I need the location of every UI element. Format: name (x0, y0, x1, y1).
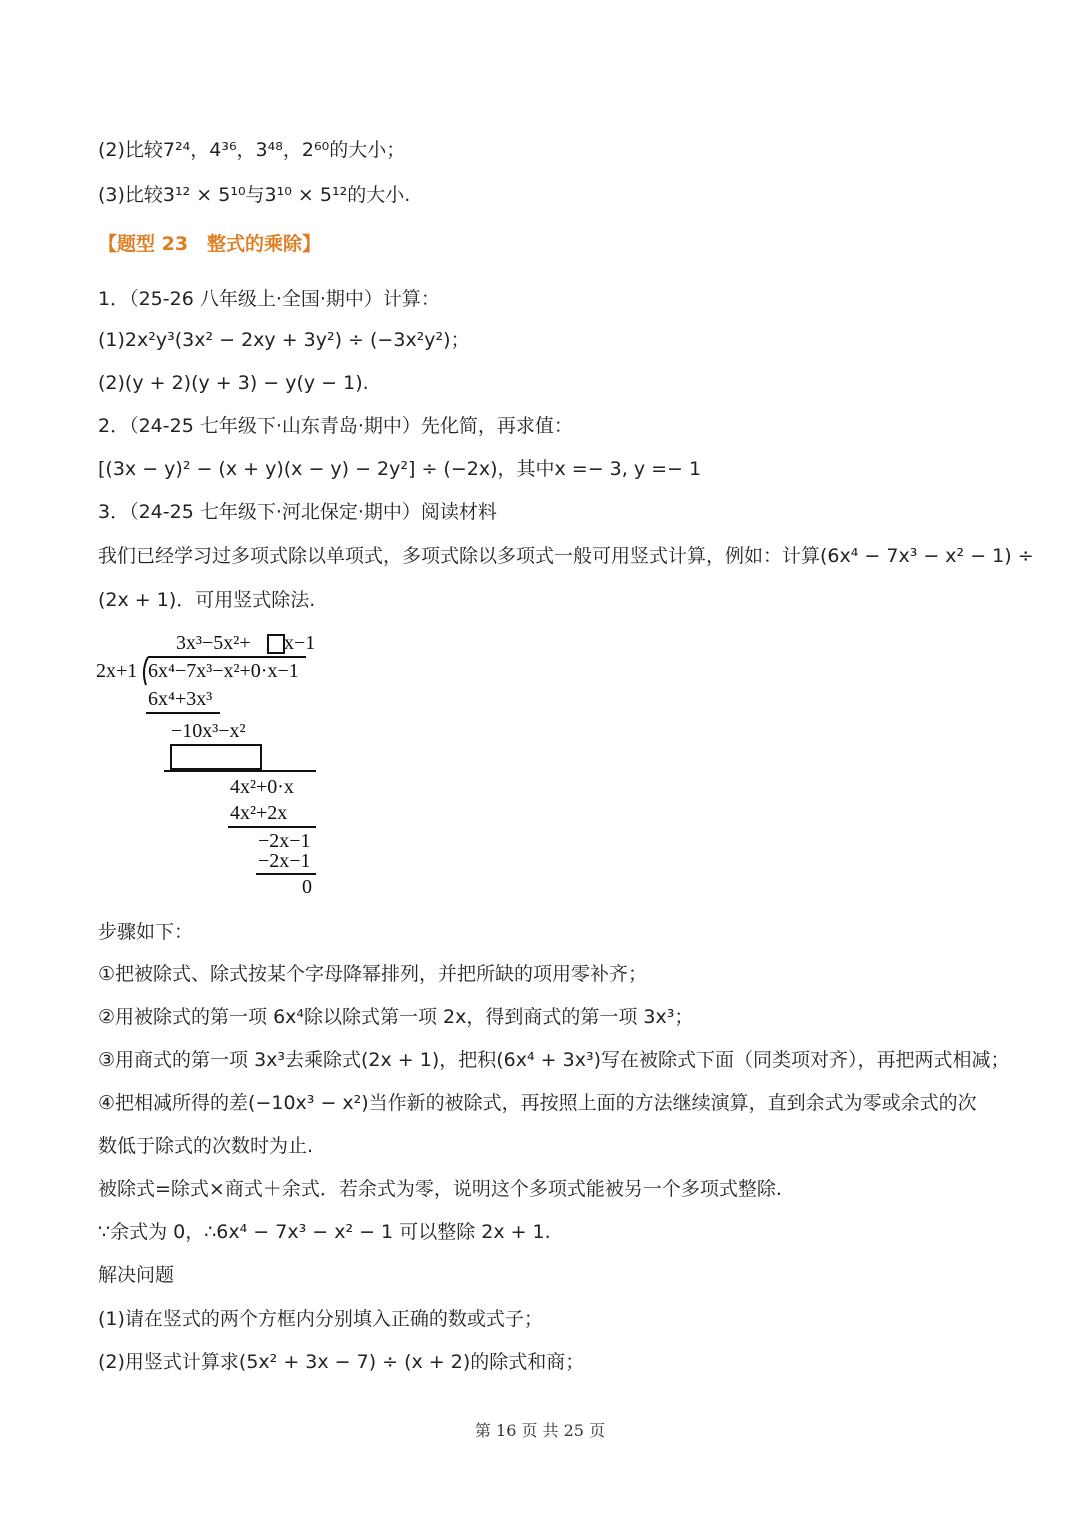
problem-3-intro-line-1: 我们已经学习过多项式除以单项式，多项式除以多项式一般可用竖式计算，例如：计算(6x⁴ − 7x³ − x² − 1) ÷ (98, 545, 1034, 567)
long-division-figure (96, 632, 336, 902)
problem-3-title: 3．（24-25 七年级下·河北保定·期中）阅读材料 (98, 501, 497, 523)
problem-2-title: 2．（24-25 七年级下·山东青岛·期中）先化简，再求值： (98, 415, 573, 437)
step-4-line-1: ④把相减所得的差(−10x³ − x²)当作新的被除式，再按照上面的方法继续演算，直到余式为零或余式的次 (98, 1092, 977, 1114)
quotient-part-1: 3x³−5x²+ (176, 632, 251, 654)
quotient-blank-box (267, 634, 285, 654)
answer-blank-box (170, 744, 262, 770)
step-4-line (256, 873, 316, 875)
final-remainder: 0 (302, 876, 312, 898)
step-3: ③用商式的第一项 3x³去乘除式(2x + 1)，把积(6x⁴ + 3x³)写在被除式下面（同类项对齐），再把两式相减； (98, 1049, 1010, 1071)
step-4-product: −2x−1 (258, 850, 311, 872)
step-3-remainder: 4x²+0·x (230, 776, 294, 798)
step-4-remainder: −2x−1 (258, 830, 311, 852)
solve-label: 解决问题 (98, 1264, 175, 1286)
question-2-compare-powers: (2)比较7²⁴，4³⁶，3⁴⁸，2⁶⁰的大小； (98, 139, 406, 161)
step-3-line (228, 826, 316, 828)
problem-1-part-2: (2)(y + 2)(y + 3) − y(y − 1). (98, 372, 369, 394)
quotient-part-2: x−1 (284, 632, 316, 654)
section-heading: 【题型 23 整式的乘除】 (98, 233, 322, 255)
page-footer: 第 16 页 共 25 页 (474, 1421, 606, 1440)
problem-1-title: 1．（25-26 八年级上·全国·期中）计算： (98, 288, 440, 310)
step-1-line (146, 712, 220, 714)
step-1: ①把被除式、除式按某个字母降幂排列，并把所缺的项用零补齐； (98, 963, 648, 985)
step-2: ②用被除式的第一项 6x⁴除以除式第一项 2x，得到商式的第一项 3x³； (98, 1006, 694, 1028)
question-3-compare-products: (3)比较3¹² × 5¹⁰与3¹⁰ × 5¹²的大小. (98, 184, 411, 206)
step-2-difference: −10x³−x² (171, 720, 246, 742)
steps-label: 步骤如下： (98, 921, 194, 943)
divisor: 2x+1 (96, 660, 138, 682)
division-rule: 被除式=除式×商式＋余式．若余式为零，说明这个多项式能被另一个多项式整除. (98, 1178, 782, 1200)
conclusion: ∵余式为 0，∴6x⁴ − 7x³ − x² − 1 可以整除 2x + 1. (98, 1221, 551, 1243)
dividend: 6x⁴−7x³−x²+0·x−1 (148, 660, 299, 682)
step-3-product: 4x²+2x (230, 802, 288, 824)
quotient-bar (148, 656, 306, 658)
step-2-line (164, 770, 316, 772)
problem-1-part-1: (1)2x²y³(3x² − 2xy + 3y²) ÷ (−3x²y²)； (98, 329, 470, 351)
step-4-line-2: 数低于除式的次数时为止. (98, 1135, 314, 1157)
sub-question-1: (1)请在竖式的两个方框内分别填入正确的数或式子； (98, 1308, 543, 1330)
problem-2-expression: [(3x − y)² − (x + y)(x − y) − 2y²] ÷ (−2x)，其中x =− 3, y =− 1 (98, 458, 702, 480)
problem-3-intro-line-2: (2x + 1)．可用竖式除法. (98, 589, 316, 611)
sub-question-2: (2)用竖式计算求(5x² + 3x − 7) ÷ (x + 2)的除式和商； (98, 1351, 585, 1373)
step-1-product: 6x⁴+3x³ (148, 688, 213, 710)
